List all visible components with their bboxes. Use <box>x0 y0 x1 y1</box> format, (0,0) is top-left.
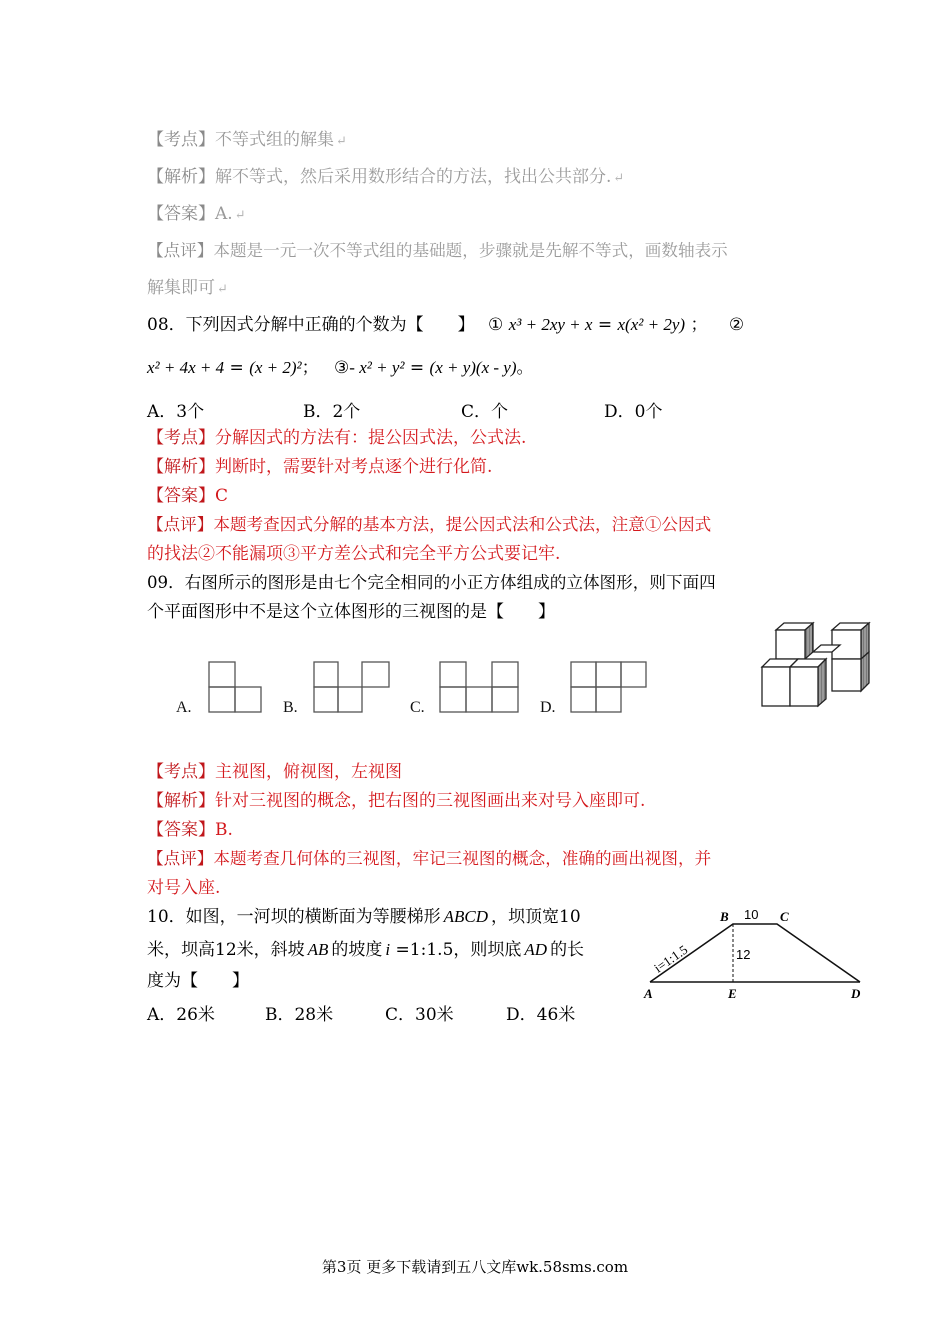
diagram-label-c: C <box>780 909 789 924</box>
q10-option-a: A．26米 <box>147 1005 215 1025</box>
q09-figure-label-c: C. <box>410 699 425 716</box>
diagram-label-top: 10 <box>744 907 759 922</box>
q08-option-d: D．0个 <box>604 402 663 422</box>
q09-dianping-line2: 对号入座. <box>147 878 221 898</box>
q07-daan: 【答案】A. ↵ <box>147 204 246 224</box>
q07-jiexi: 【解析】解不等式，然后采用数形结合的方法，找出公共部分. ↵ <box>147 167 625 187</box>
q09-kaodian: 【考点】主视图，俯视图，左视图 <box>147 762 402 782</box>
q08-stem-line1: 08．下列因式分解中正确的个数为【 】 ① x³ + 2xy + x = x(x² + 2y) ； ② <box>147 315 745 335</box>
q09-stem-line2: 个平面图形中不是这个立体图形的三视图的是【 】 <box>147 602 555 622</box>
q09-daan: 【答案】B. <box>147 820 233 840</box>
q09-figure-b <box>313 661 391 714</box>
q08-option-c: C．个 <box>461 402 509 422</box>
q08-stem-line2: x² + 4x + 4 = (x + 2)²； ③- x² + y² = (x + y)(x - y)。 <box>147 358 534 378</box>
q09-figure-c <box>439 661 519 714</box>
q10-stem-line2: 米，坝高12米，斜坡 AB 的坡度 i =1:1.5，则坝底 AD 的长 <box>147 940 585 960</box>
diagram-label-b: B <box>720 909 729 924</box>
q10-option-c: C．30米 <box>385 1005 454 1025</box>
diagram-label-slope: i=1:1.5 <box>651 941 691 976</box>
q10-option-b: B．28米 <box>265 1005 334 1025</box>
q07-kaodian: 【考点】不等式组的解集 ↵ <box>147 130 347 150</box>
q09-dianping-line1: 【点评】本题考查几何体的三视图，牢记三视图的概念，准确的画出视图，并 <box>147 849 712 868</box>
q10-stem-line3: 度为【 】 <box>147 971 249 991</box>
q09-figure-label-a: A. <box>176 699 192 716</box>
q09-jiexi: 【解析】针对三视图的概念，把右图的三视图画出来对号入座即可. <box>147 791 646 811</box>
q10-option-d: D．46米 <box>506 1005 576 1025</box>
q08-daan: 【答案】C <box>147 486 229 506</box>
q10-stem-line1: 10．如图，一河坝的横断面为等腰梯形 ABCD ，坝顶宽10 <box>147 907 581 927</box>
q07-dianping-line2: 解集即可 ↵ <box>147 278 228 298</box>
diagram-label-a: A <box>644 986 653 1001</box>
page-footer: 第3页 更多下载请到五八文库wk.58sms.com <box>321 1258 629 1276</box>
q09-figure-d <box>570 661 648 714</box>
q09-figure-label-d: D. <box>540 699 556 716</box>
q09-stem-line1: 09．右图所示的图形是由七个完全相同的小正方体组成的立体图形，则下面四 <box>147 573 716 592</box>
q08-dianping-line2: 的找法②不能漏项③平方差公式和完全平方公式要记牢. <box>147 544 561 564</box>
q08-option-b: B．2个 <box>303 402 361 422</box>
q09-figure-label-b: B. <box>283 699 298 716</box>
q08-dianping-line1: 【点评】本题考查因式分解的基本方法，提公因式法和公式法，注意①公因式 <box>147 515 712 534</box>
diagram-label-height: 12 <box>736 947 751 962</box>
q10-dam-diagram <box>640 903 870 1003</box>
q08-option-a: A．3个 <box>147 402 205 422</box>
q08-kaodian: 【考点】分解因式的方法有：提公因式法，公式法. <box>147 428 527 448</box>
q07-dianping-line1: 【点评】本题是一元一次不等式组的基础题，步骤就是先解不等式，画数轴表示 <box>147 241 728 260</box>
q09-cube-figure <box>758 621 874 707</box>
q09-figure-a <box>208 661 262 714</box>
diagram-label-e: E <box>728 986 737 1001</box>
diagram-label-d: D <box>851 986 861 1001</box>
q08-jiexi: 【解析】判断时，需要针对考点逐个进行化简. <box>147 457 493 477</box>
